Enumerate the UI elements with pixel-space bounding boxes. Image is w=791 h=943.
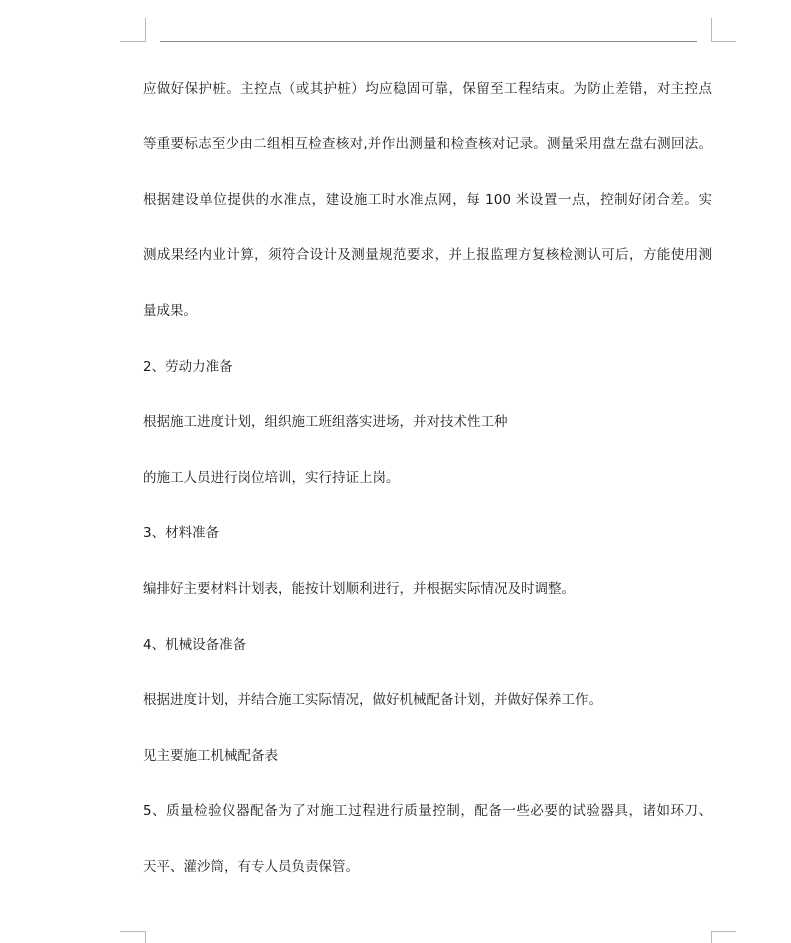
header-rule: [160, 41, 697, 42]
paragraph-line: 根据进度计划，并结合施工实际情况，做好机械配备计划，并做好保养工作。: [143, 692, 602, 708]
paragraph-line: 应做好保护桩。主控点（或其护桩）均应稳固可靠，保留至工程结束。为防止差错，对主控点: [143, 81, 712, 97]
paragraph-line: 量成果。: [143, 303, 197, 319]
paragraph-line: 根据施工进度计划，组织施工班组落实进场，并对技术性工种: [143, 414, 508, 430]
paragraph-line: 的施工人员进行岗位培训，实行持证上岗。: [143, 470, 400, 486]
page-corner-mark-top-right: [711, 18, 736, 42]
paragraph-line: 编排好主要材料计划表，能按计划顺利进行，并根据实际情况及时调整。: [143, 581, 575, 597]
page-corner-mark-bottom-left: [120, 931, 146, 943]
page-corner-mark-bottom-right: [711, 931, 736, 943]
paragraph-line: 见主要施工机械配备表: [143, 748, 278, 764]
page-corner-mark-top-left: [120, 18, 146, 42]
paragraph-line: 天平、灌沙筒，有专人员负责保管。: [143, 859, 359, 875]
section-heading: 4、机械设备准备: [143, 637, 247, 653]
section-heading: 2、劳动力准备: [143, 359, 233, 375]
section-heading: 5、质量检验仪器配备为了对施工过程进行质量控制，配备一些必要的试验器具，诸如环刀、: [143, 803, 712, 819]
paragraph-line: 根据建设单位提供的水准点，建设施工时水准点网，每 100 米设置一点，控制好闭合差。实: [143, 192, 712, 208]
paragraph-line: 等重要标志至少由二组相互检查核对,并作出测量和检查核对记录。测量采用盘左盘右测回法。: [143, 136, 712, 152]
paragraph-line: 测成果经内业计算，须符合设计及测量规范要求，并上报监理方复核检测认可后，方能使用测: [143, 247, 712, 263]
section-heading: 3、材料准备: [143, 525, 220, 541]
